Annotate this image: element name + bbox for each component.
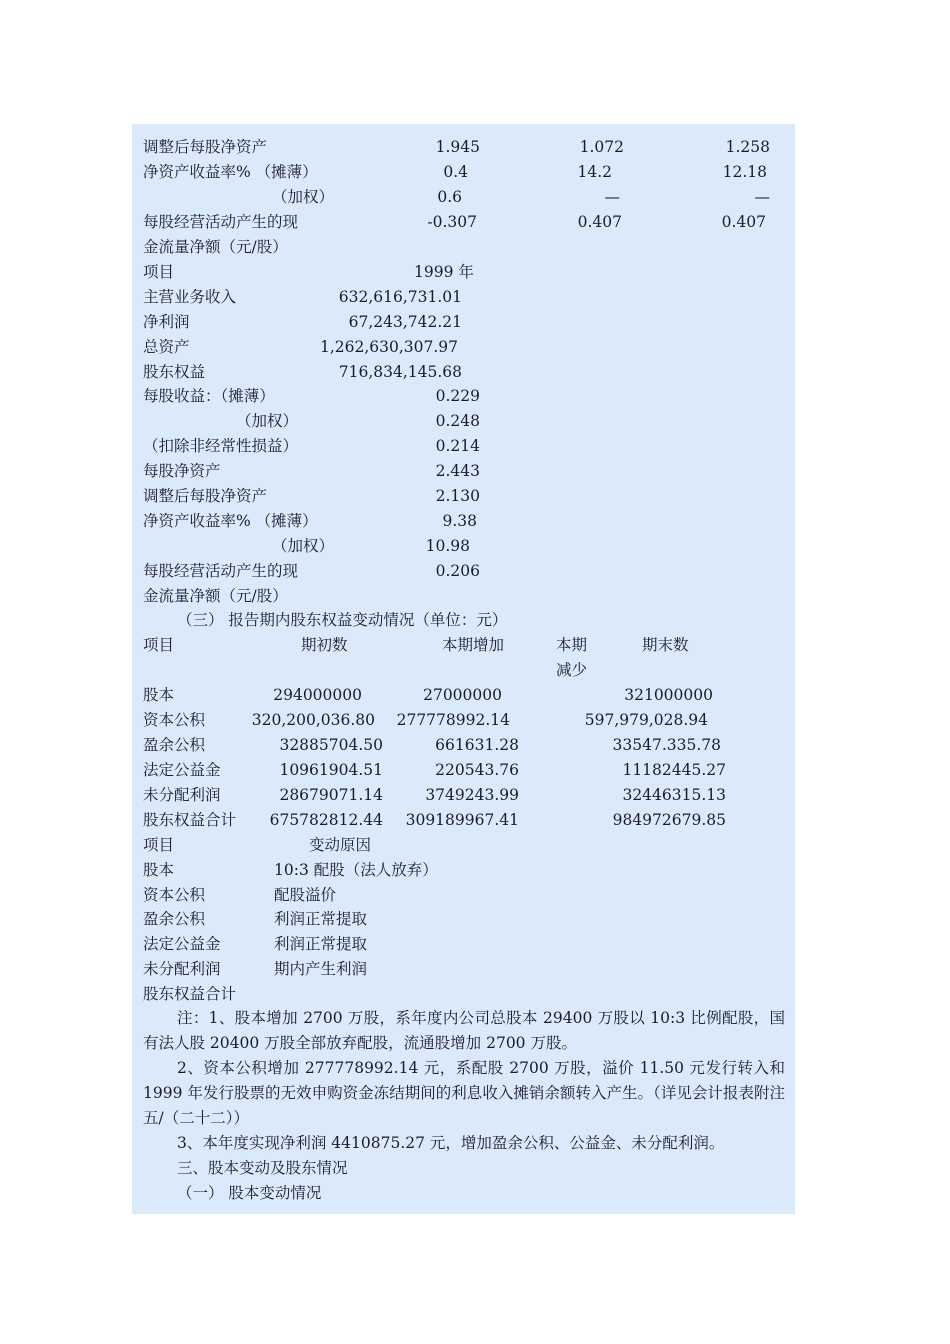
fin-row-label: （加权） xyxy=(236,412,299,430)
fin-row-label: 净利润 xyxy=(143,313,190,331)
equity-row-label: 盈余公积 xyxy=(143,736,206,754)
fin-row-label: 主营业务收入 xyxy=(143,288,237,306)
reason-row-label: 股东权益合计 xyxy=(143,985,237,1003)
fin-row-value: 716,834,145.68 xyxy=(338,363,462,381)
equity-header: 期初数 xyxy=(301,636,348,654)
equity-row-begin: 675782812.44 xyxy=(269,811,383,829)
equity-row-increase: 309189967.41 xyxy=(405,811,519,829)
equity-row-begin: 28679071.14 xyxy=(279,786,383,804)
top-row-value: 1.258 xyxy=(725,138,770,156)
equity-header: 本期增加 xyxy=(442,636,505,654)
fin-row-value: 10.98 xyxy=(425,537,470,555)
equity-header: 减少 xyxy=(556,661,588,679)
fin-header-year: 1999 年 xyxy=(414,263,474,281)
top-row-value: — xyxy=(754,188,770,206)
reason-header-label: 项目 xyxy=(143,836,175,854)
equity-row-increase: 220543.76 xyxy=(435,761,519,779)
top-row-value: 12.18 xyxy=(722,163,767,181)
equity-header: 项目 xyxy=(143,636,175,654)
fin-row-value: 0.214 xyxy=(435,437,480,455)
section3-title: （三） 报告期内股东权益变动情况（单位：元） xyxy=(177,611,508,629)
note-1: 注：1、股本增加 2700 万股，系年度内公司总股本 29400 万股以 10:3 比例配股，国有法人股 20400 万股全部放弃配股，流通股增加 2700 万股。 xyxy=(143,1009,785,1052)
reason-row-text: 10:3 配股（法人放弃） xyxy=(274,861,438,879)
fin-row-label: 净资产收益率% （摊薄） xyxy=(143,512,318,530)
equity-row-end: 33547.335.78 xyxy=(612,736,721,754)
top-row-value: -0.307 xyxy=(427,213,477,231)
fin-row-label: 股东权益 xyxy=(143,363,206,381)
fin-row-label: （扣除非经常性损益） xyxy=(143,437,299,455)
fin-header-label: 项目 xyxy=(143,263,175,281)
fin-row-value: 632,616,731.01 xyxy=(338,288,462,306)
top-row-value: 14.2 xyxy=(577,163,612,181)
fin-row-value: 9.38 xyxy=(442,512,477,530)
equity-row-end: 11182445.27 xyxy=(622,761,726,779)
reason-row-label: 法定公益金 xyxy=(143,935,221,953)
fin-row-value: 67,243,742.21 xyxy=(348,313,462,331)
reason-row-label: 未分配利润 xyxy=(143,960,221,978)
fin-row-value: 2.130 xyxy=(435,487,480,505)
top-row-label: 调整后每股净资产 xyxy=(143,138,268,156)
top-row-value: 0.407 xyxy=(721,213,766,231)
top-row-label: （加权） xyxy=(272,188,335,206)
reason-row-text: 利润正常提取 xyxy=(274,910,368,928)
reason-row-text: 利润正常提取 xyxy=(274,935,368,953)
equity-row-end: 984972679.85 xyxy=(612,811,726,829)
subsection-heading: （一） 股本变动情况 xyxy=(177,1184,322,1202)
equity-row-label: 股本 xyxy=(143,686,175,704)
equity-row-increase: 27000000 xyxy=(423,686,502,704)
reason-row-label: 盈余公积 xyxy=(143,910,206,928)
fin-row-value: 2.443 xyxy=(435,462,480,480)
top-row-label: 每股经营活动产生的现 xyxy=(143,213,299,231)
equity-row-begin: 32885704.50 xyxy=(279,736,383,754)
equity-row-begin: 294000000 xyxy=(273,686,362,704)
fin-row-label: 调整后每股净资产 xyxy=(143,487,268,505)
top-row-value: 1.945 xyxy=(435,138,480,156)
equity-row-label: 法定公益金 xyxy=(143,761,221,779)
note-2: 2、资本公积增加 277778992.14 元，系配股 2700 万股，溢价 11.50 元发行转入和 1999 年发行股票的无效申购资金冻结期间的利息收入摊销余额转入产生。（详见会计报表附注五/（二十二）） xyxy=(143,1059,785,1127)
reason-row-text: 配股溢价 xyxy=(274,886,337,904)
equity-header: 期末数 xyxy=(642,636,689,654)
equity-row-end: 321000000 xyxy=(624,686,713,704)
fin-row-label: 每股收益：（摊薄） xyxy=(143,387,275,405)
top-row-value: 1.072 xyxy=(579,138,624,156)
reason-header: 变动原因 xyxy=(309,836,372,854)
fin-row-label: 总资产 xyxy=(143,338,190,356)
equity-row-end: 32446315.13 xyxy=(622,786,726,804)
equity-row-increase: 661631.28 xyxy=(435,736,519,754)
equity-row-end: 597,979,028.94 xyxy=(584,711,708,729)
top-row-value: — xyxy=(604,188,620,206)
equity-row-increase: 277778992.14 xyxy=(396,711,510,729)
equity-row-begin: 320,200,036.80 xyxy=(251,711,375,729)
fin-row-label: （加权） xyxy=(272,537,335,555)
equity-row-label: 资本公积 xyxy=(143,711,206,729)
top-row-label: 净资产收益率% （摊薄） xyxy=(143,163,318,181)
note-3: 3、本年度实现净利润 4410875.27 元，增加盈余公积、公益金、未分配利润。 xyxy=(177,1134,725,1152)
fin-row-value: 0.248 xyxy=(435,412,480,430)
fin-row-value: 0.229 xyxy=(435,387,480,405)
top-row-value: 0.6 xyxy=(437,188,462,206)
reason-row-label: 股本 xyxy=(143,861,175,879)
section-heading: 三、股本变动及股东情况 xyxy=(177,1159,348,1177)
top-row-value: 0.407 xyxy=(577,213,622,231)
fin-row-label: 每股经营活动产生的现 xyxy=(143,562,299,580)
equity-row-label: 股东权益合计 xyxy=(143,811,237,829)
fin-row-label: 每股净资产 xyxy=(143,462,221,480)
equity-header: 本期 xyxy=(556,636,588,654)
equity-row-begin: 10961904.51 xyxy=(279,761,383,779)
top-row-value: 0.4 xyxy=(443,163,468,181)
equity-row-label: 未分配利润 xyxy=(143,786,221,804)
reason-row-text: 期内产生利润 xyxy=(274,960,368,978)
fin-row-value: 1,262,630,307.97 xyxy=(319,338,458,356)
top-row-label: 金流量净额（元/股） xyxy=(143,238,288,256)
fin-row-value: 0.206 xyxy=(435,562,480,580)
reason-row-label: 资本公积 xyxy=(143,886,206,904)
fin-row-label: 金流量净额（元/股） xyxy=(143,587,288,605)
equity-row-increase: 3749243.99 xyxy=(425,786,519,804)
